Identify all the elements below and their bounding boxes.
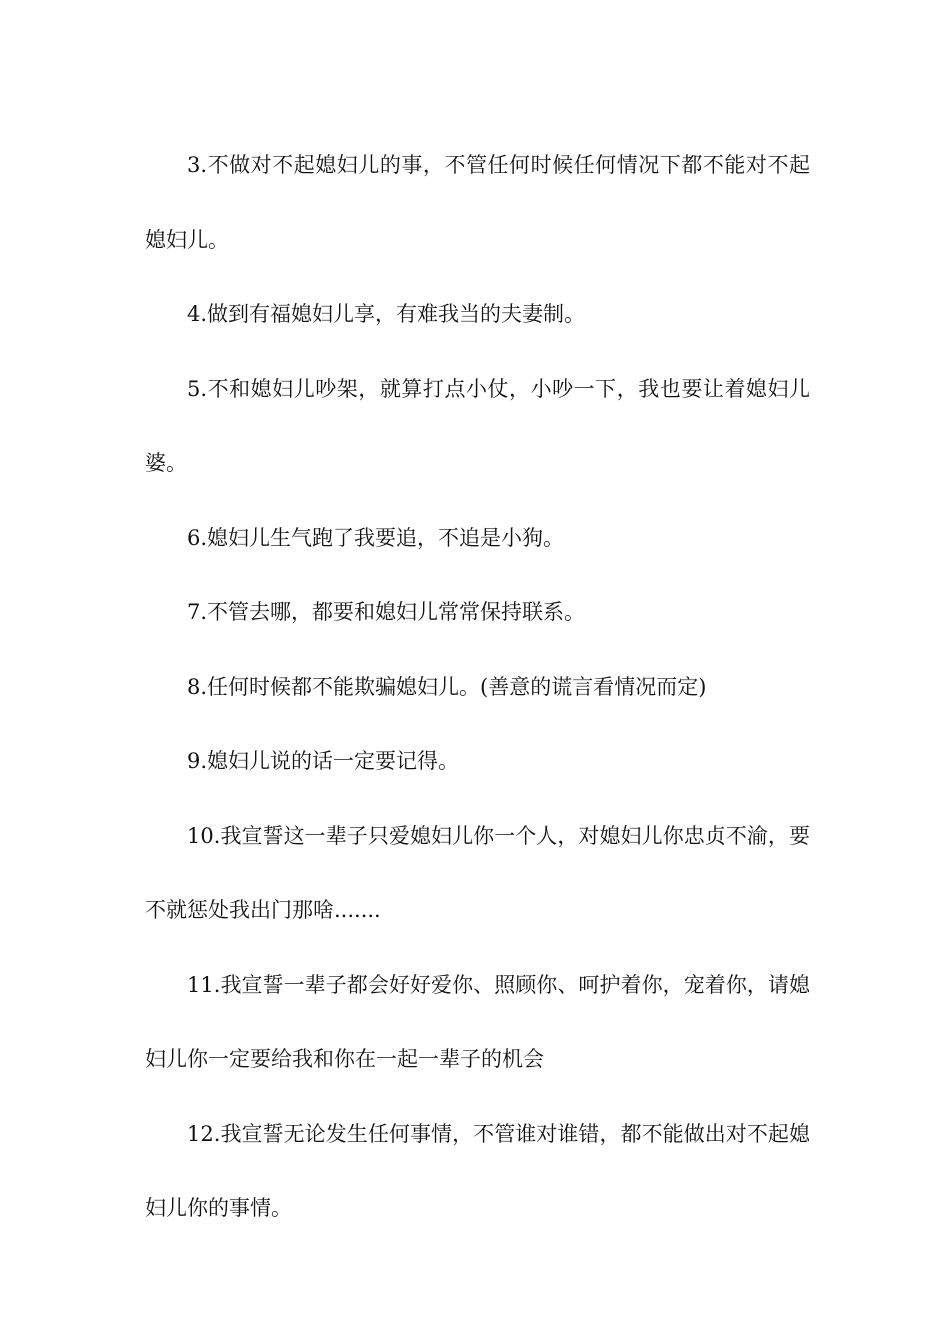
paragraph-11: 11.我宣誓一辈子都会好好爱你、照顾你、呵护着你，宠着你，请媳妇儿你一定要给我和你在一起一辈子的机会 bbox=[145, 972, 810, 1071]
paragraph-9: 9.媳妇儿说的话一定要记得。 bbox=[187, 749, 460, 773]
document-body bbox=[145, 128, 810, 1246]
paragraph-8: 8.任何时候都不能欺骗媳妇儿。(善意的谎言看情况而定) bbox=[187, 674, 707, 699]
paragraph-6: 6.媳妇儿生气跑了我要追，不追是小狗。 bbox=[187, 525, 565, 550]
paragraph-5: 5.不和媳妇儿吵架，就算打点小仗，小吵一下，我也要让着媳妇儿婆。 bbox=[145, 376, 810, 475]
paragraph-7: 7.不管去哪，都要和媳妇儿常常保持联系。 bbox=[187, 600, 586, 624]
paragraph-10: 10.我宣誓这一辈子只爱媳妇儿你一个人，对媳妇儿你忠贞不渝，要不就惩处我出门那啥....... bbox=[145, 823, 810, 922]
paragraph-3: 3.不做对不起媳妇儿的事，不管任何时候任何情况下都不能对不起媳妇儿。 bbox=[145, 153, 810, 252]
paragraph-12: 12.我宣誓无论发生任何事情，不管谁对谁错，都不能做出对不起媳妇儿你的事情。 bbox=[145, 1121, 810, 1220]
paragraph-4: 4.做到有福媳妇儿享，有难我当的夫妻制。 bbox=[187, 302, 586, 326]
